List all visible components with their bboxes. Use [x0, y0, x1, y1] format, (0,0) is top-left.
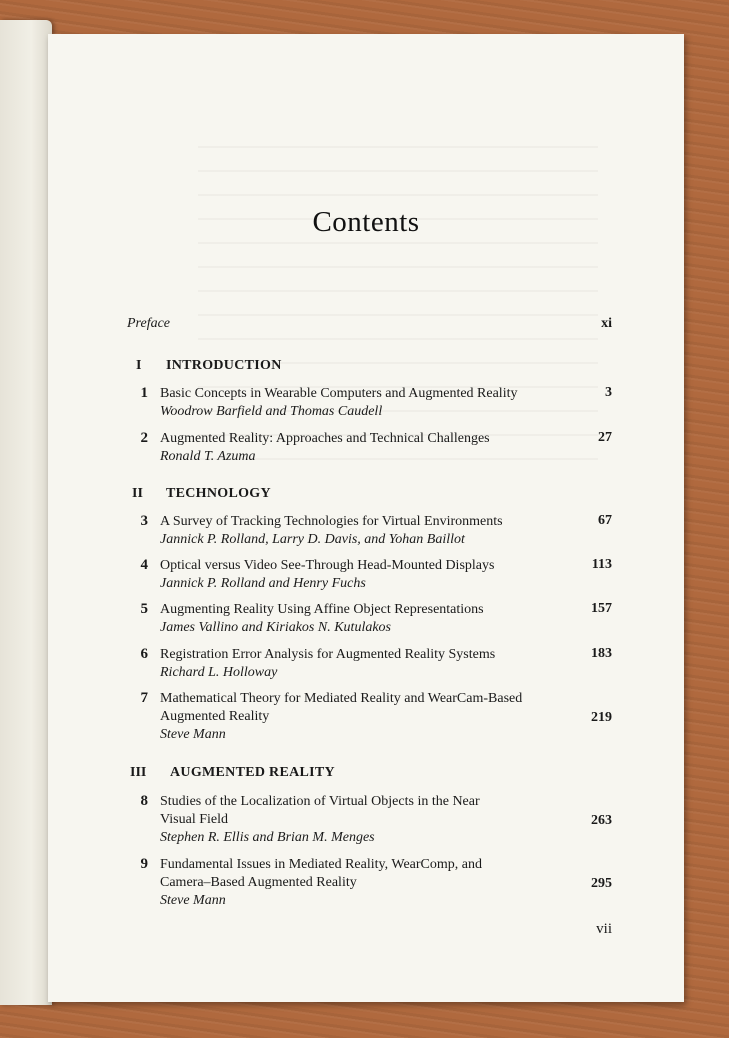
part-title: INTRODUCTION [166, 358, 282, 373]
chapter-title: Augmenting Reality Using Affine Object Representations [160, 602, 484, 617]
preface-label: Preface [127, 316, 171, 331]
chapter-title-cont: Augmented Reality [160, 709, 270, 724]
chapter-text [160, 646, 495, 682]
chapter-page: 113 [591, 557, 612, 572]
chapter-text [160, 557, 494, 593]
chapter-text [160, 690, 522, 744]
chapter-title-cont: Visual Field [160, 812, 228, 827]
facing-page-edge [0, 20, 52, 1005]
page-title: Contents [312, 206, 420, 238]
chapter-author: Jannick P. Rolland, Larry D. Davis, and Yohan Baillot [160, 532, 465, 547]
chapter-number: 5 [140, 601, 148, 617]
chapter-page: 67 [598, 513, 612, 528]
chapter-text [160, 856, 482, 910]
chapter-author: Richard L. Holloway [160, 665, 278, 680]
chapter-author: Ronald T. Azuma [160, 449, 256, 464]
chapter-text [160, 430, 490, 466]
chapter-title: Registration Error Analysis for Augmented Reality Systems [160, 647, 496, 662]
part-number: I [136, 358, 142, 373]
chapter-title: A Survey of Tracking Technologies for Virtual Environments [160, 514, 503, 529]
chapter-number: 7 [140, 690, 148, 706]
chapter-author: Woodrow Barfield and Thomas Caudell [160, 404, 383, 419]
chapter-page: 263 [591, 813, 612, 828]
chapter-title: Augmented Reality: Approaches and Technical Challenges [160, 431, 490, 446]
chapter-page: 219 [591, 710, 612, 725]
page-number: vii [596, 921, 612, 937]
chapter-number: 6 [140, 646, 148, 662]
chapter-number: 1 [140, 385, 148, 401]
chapter-title: Fundamental Issues in Mediated Reality, WearComp, and [160, 857, 482, 872]
part-title: TECHNOLOGY [166, 486, 271, 501]
chapter-author: James Vallino and Kiriakos N. Kutulakos [160, 620, 391, 635]
chapter-page: 295 [591, 876, 612, 891]
chapter-title: Mathematical Theory for Mediated Reality and WearCam-Based [160, 691, 523, 706]
chapter-title: Optical versus Video See-Through Head-Mounted Displays [160, 558, 495, 573]
chapter-page: 27 [598, 430, 612, 445]
show-through-text [198, 146, 598, 476]
chapter-author: Steve Mann [160, 727, 226, 742]
chapter-title: Studies of the Localization of Virtual Objects in the Near [160, 794, 480, 809]
chapter-author: Steve Mann [160, 893, 226, 908]
chapter-text [160, 601, 484, 637]
chapter-number: 9 [140, 856, 148, 872]
chapter-author: Jannick P. Rolland and Henry Fuchs [160, 576, 366, 591]
part-title: AUGMENTED REALITY [170, 765, 335, 780]
chapter-author: Stephen R. Ellis and Brian M. Menges [160, 830, 375, 845]
part-number: III [130, 765, 147, 780]
chapter-page: 3 [605, 385, 612, 400]
chapter-number: 2 [140, 430, 148, 446]
part-number: II [132, 486, 143, 501]
contents-page [48, 34, 684, 1002]
chapter-number: 8 [140, 793, 148, 809]
preface-page: xi [601, 316, 612, 331]
chapter-text [160, 385, 517, 421]
chapter-title-cont: Camera–Based Augmented Reality [160, 875, 357, 890]
chapter-number: 3 [140, 513, 148, 529]
chapter-text [160, 793, 480, 847]
chapter-text [160, 513, 503, 549]
chapter-page: 157 [591, 601, 612, 616]
chapter-title: Basic Concepts in Wearable Computers and Augmented Reality [160, 386, 518, 401]
chapter-number: 4 [140, 557, 148, 573]
chapter-page: 183 [591, 646, 612, 661]
